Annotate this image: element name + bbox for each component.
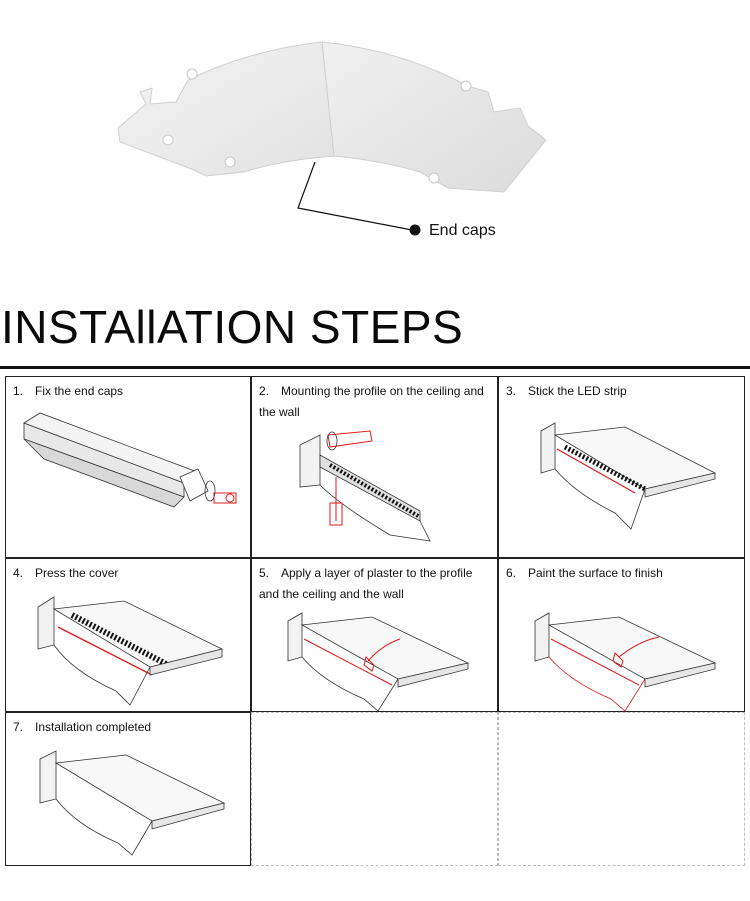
step-2-text: Mounting the profile on the ceiling and the wall [259,384,484,419]
step-6-number: 6. [506,566,517,580]
end-caps-hero [0,0,750,270]
step-6-text: Paint the surface to finish [528,566,663,580]
step-7-illustration [34,743,244,858]
section-heading [0,298,750,358]
callout-dot [410,225,421,236]
step-1-illustration [14,405,246,525]
step-3-text: Stick the LED strip [528,384,627,398]
step-7-cell [5,712,251,866]
step-4-text: Press the cover [35,566,119,580]
step-3-number: 3. [506,384,517,398]
step-1-text: Fix the end caps [35,384,124,398]
step-2-illustration [290,425,490,555]
step-3-cell [498,376,745,558]
step-4-number: 4. [13,566,24,580]
step-5-illustration [282,605,492,715]
heading-divider [0,366,750,369]
step-7-number: 7. [13,720,24,734]
end-caps-label: End caps [429,222,496,239]
end-caps-illustration [0,0,750,270]
step-5-number: 5. [259,566,270,580]
step-6-cell [498,558,745,712]
step-1-cell [5,376,251,558]
step-5-text: Apply a layer of plaster to the profile and the ceiling and the wall [259,566,473,601]
step-4-cell [5,558,251,712]
step-7-text: Installation completed [35,720,152,734]
step-2-number: 2. [259,384,270,398]
page-title: INSTAllATION STEPS [1,301,464,353]
empty-cell [251,712,498,866]
step-4-illustration [32,587,242,707]
step-2-cell [251,376,498,558]
step-5-cell [251,558,498,712]
steps-grid [5,376,745,866]
empty-cell [498,712,745,866]
step-6-illustration [529,605,739,715]
step-1-number: 1. [13,384,24,398]
step-3-illustration [535,413,745,533]
